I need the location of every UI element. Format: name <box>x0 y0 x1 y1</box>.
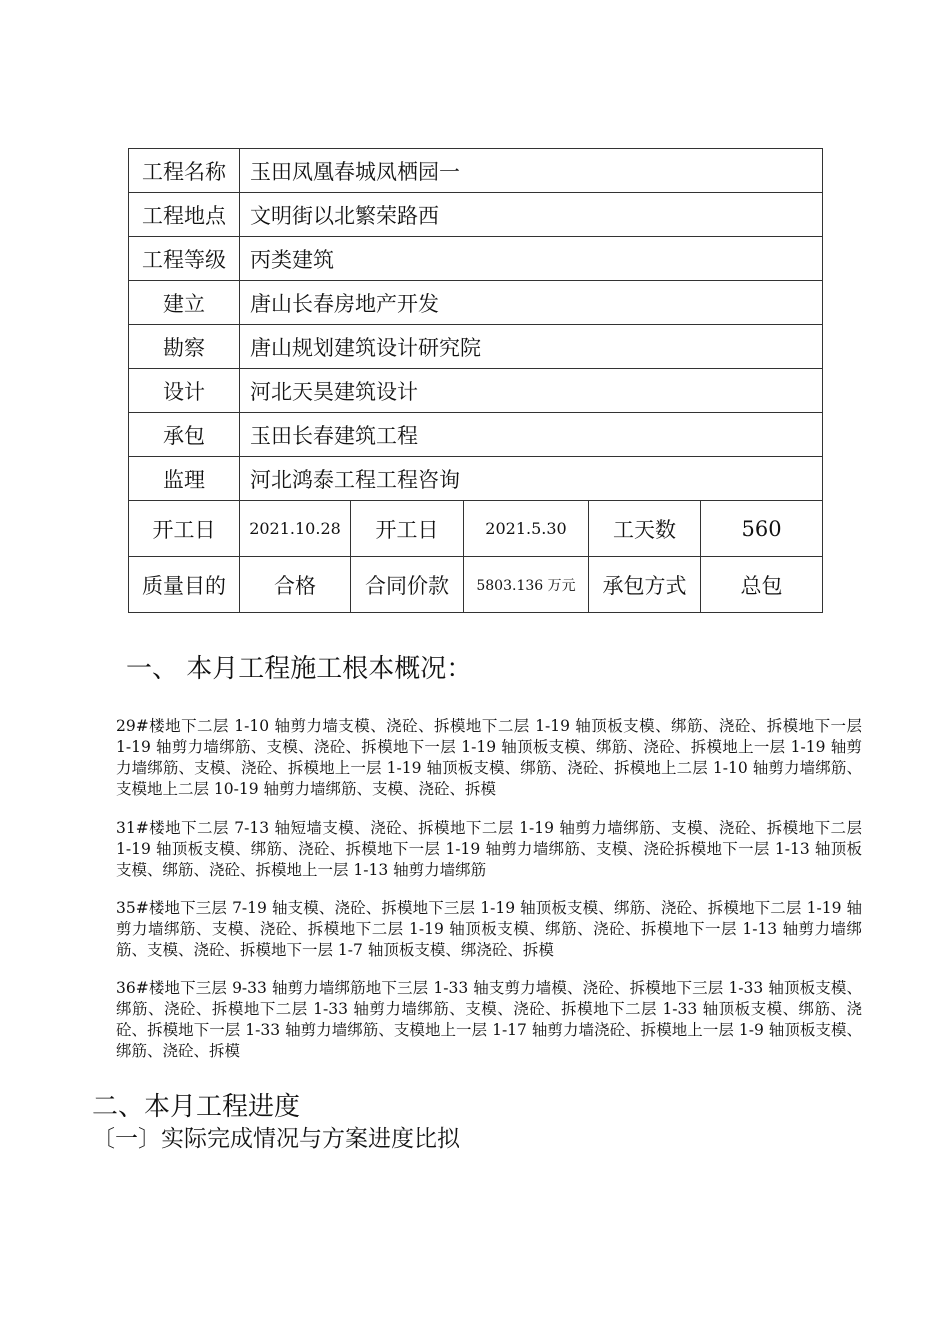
paragraph-building-36: 36#楼地下三层 9-33 轴剪力墙绑筋地下三层 1-33 轴支剪力墙模、浇砼、拆模地下三层 1-33 轴顶板支模、绑筋、浇砼、拆模地下二层 1-33 轴剪力墙绑筋、支模、浇砼、拆模地下二层 1-33 轴顶板支模、绑筋、浇砼、拆模地下一层 1-33 轴剪力墙绑筋、支模地上一层 1-17 轴剪力墙浇砼、拆模地上一层 1-9 轴顶板支模、绑筋、浇砼、拆模 <box>116 979 862 1060</box>
value-contract-mode: 总包 <box>701 557 823 613</box>
label-project-name: 工程名称 <box>129 149 240 193</box>
section2-subheading: 〔一〕实际完成情况与方案进度比拟 <box>92 1126 460 1152</box>
label-finish-date: 开工日 <box>351 501 464 557</box>
label-project-location: 工程地点 <box>129 193 240 237</box>
label-supervisor: 监理 <box>129 457 240 501</box>
label-work-days: 工天数 <box>589 501 701 557</box>
row-quality <box>129 557 823 613</box>
row-survey <box>129 325 823 369</box>
row-project-name <box>129 149 823 193</box>
section2-heading: 二、本月工程进度 <box>92 1092 301 1122</box>
label-contract-mode: 承包方式 <box>589 557 701 613</box>
label-developer: 建立 <box>129 281 240 325</box>
section1-heading: 一、 本月工程施工根本概况： <box>126 654 473 684</box>
label-project-grade: 工程等级 <box>129 237 240 281</box>
value-project-location: 文明街以北繁荣路西 <box>240 193 823 237</box>
label-survey: 勘察 <box>129 325 240 369</box>
label-contract-price: 合同价款 <box>351 557 464 613</box>
value-supervisor: 河北鸿泰工程工程咨询 <box>240 457 823 501</box>
row-dates <box>129 501 823 557</box>
value-finish-date: 2021.5.30 <box>464 501 589 557</box>
row-supervisor <box>129 457 823 501</box>
value-survey: 唐山规划建筑设计研究院 <box>240 325 823 369</box>
value-contractor: 玉田长春建筑工程 <box>240 413 823 457</box>
paragraph-building-31: 31#楼地下二层 7-13 轴短墙支模、浇砼、拆模地下二层 1-19 轴剪力墙绑筋、支模、浇砼、拆模地下二层 1-19 轴顶板支模、绑筋、浇砼、拆模地下一层 1-19 轴剪力墙绑筋、支模、浇砼拆模地下一层 1-13 轴顶板支模、绑筋、浇砼、拆模地上一层 1-13 轴剪力墙绑筋 <box>116 819 862 879</box>
row-project-grade <box>129 237 823 281</box>
row-project-location <box>129 193 823 237</box>
value-design: 河北天昊建筑设计 <box>240 369 823 413</box>
paragraph-building-29: 29#楼地下二层 1-10 轴剪力墙支模、浇砼、拆模地下二层 1-19 轴顶板支模、绑筋、浇砼、拆模地下一层 1-19 轴剪力墙绑筋、支模、浇砼、拆模地下一层 1-19 轴顶板支模、绑筋、浇砼、拆模地上一层 1-19 轴剪力墙绑筋、支模、浇砼、拆模地上一层 1-19 轴顶板支模、绑筋、浇砼、拆模地上二层 1-10 轴剪力墙绑筋、支模地上二层 10-19 轴剪力墙绑筋、支模、浇砼、拆模 <box>116 717 862 798</box>
value-contract-price: 5803.136 万元 <box>464 557 589 613</box>
value-start-date: 2021.10.28 <box>240 501 351 557</box>
label-start-date: 开工日 <box>129 501 240 557</box>
label-design: 设计 <box>129 369 240 413</box>
label-contractor: 承包 <box>129 413 240 457</box>
row-design <box>129 369 823 413</box>
paragraph-building-35: 35#楼地下三层 7-19 轴支模、浇砼、拆模地下三层 1-19 轴顶板支模、绑筋、浇砼、拆模地下二层 1-19 轴剪力墙绑筋、支模、浇砼、拆模地下二层 1-19 轴顶板支模、绑筋、浇砼、拆模地下一层 1-13 轴剪力墙绑筋、支模、浇砼、拆模地下一层 1-7 轴顶板支模、绑浇砼、拆模 <box>116 899 862 959</box>
label-quality-target: 质量目的 <box>129 557 240 613</box>
row-developer <box>129 281 823 325</box>
row-contractor <box>129 413 823 457</box>
value-work-days: 560 <box>701 501 823 557</box>
value-project-grade: 丙类建筑 <box>240 237 823 281</box>
value-quality-target: 合格 <box>240 557 351 613</box>
value-developer: 唐山长春房地产开发 <box>240 281 823 325</box>
value-project-name: 玉田凤凰春城凤栖园一 <box>240 149 823 193</box>
project-info-table <box>128 148 823 613</box>
